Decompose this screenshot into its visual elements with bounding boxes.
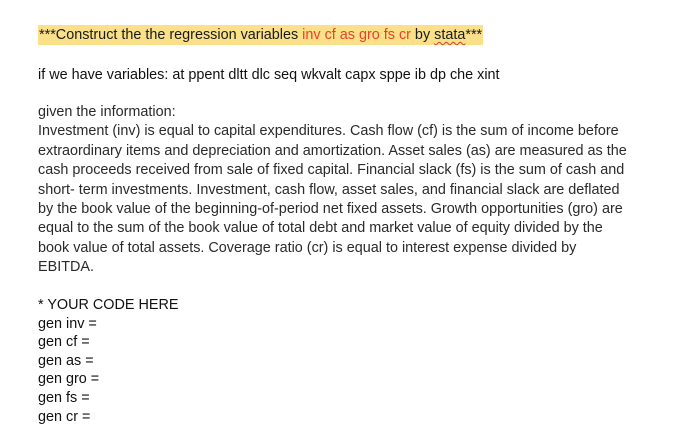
info-line: book value of total assets. Coverage ratio (cr) is equal to interest expense divided by	[38, 239, 577, 256]
info-line: short- term investments. Investment, cash flow, asset sales, and financial slack are deflated	[38, 181, 620, 198]
title-highlight	[38, 25, 483, 45]
title-suffix: ***	[465, 27, 483, 43]
available-variables: if we have variables: at ppent dltt dlc seq wkvalt capx sppe ib dp che xint	[38, 67, 500, 83]
info-line: EBITDA.	[38, 259, 94, 276]
title-stata-word: stata	[434, 27, 466, 43]
code-section	[38, 296, 178, 426]
code-line-inv: gen inv =	[38, 315, 97, 332]
info-line: Investment (inv) is equal to capital expenditures. Cash flow (cf) is the sum of income before	[38, 123, 619, 140]
info-line: extraordinary items and depreciation and amortization. Asset sales (as) are measured as the	[38, 142, 627, 159]
task-title	[38, 25, 483, 45]
info-line: equal to the sum of the book value of total debt and market value of equity divided by the	[38, 220, 603, 237]
code-line-as: gen as =	[38, 352, 94, 369]
title-prefix: ***Construct the the regression variables	[39, 27, 303, 43]
code-comment: * YOUR CODE HERE	[38, 297, 179, 313]
info-heading: given the information:	[38, 104, 176, 120]
info-line: cash proceeds received from sale of fixed capital. Financial slack (fs) is the sum of cash and	[38, 162, 625, 179]
code-line-cr: gen cr =	[38, 408, 91, 425]
code-line-fs: gen fs =	[38, 389, 90, 406]
information-section	[38, 103, 653, 278]
title-variable-list: inv cf as gro fs cr	[302, 27, 411, 43]
title-middle: by	[410, 27, 435, 43]
code-line-cf: gen cf =	[38, 334, 90, 351]
code-line-gro: gen gro =	[38, 371, 100, 388]
info-line: by the book value of the beginning-of-period net fixed assets. Growth opportunities (gro) are	[38, 201, 623, 218]
